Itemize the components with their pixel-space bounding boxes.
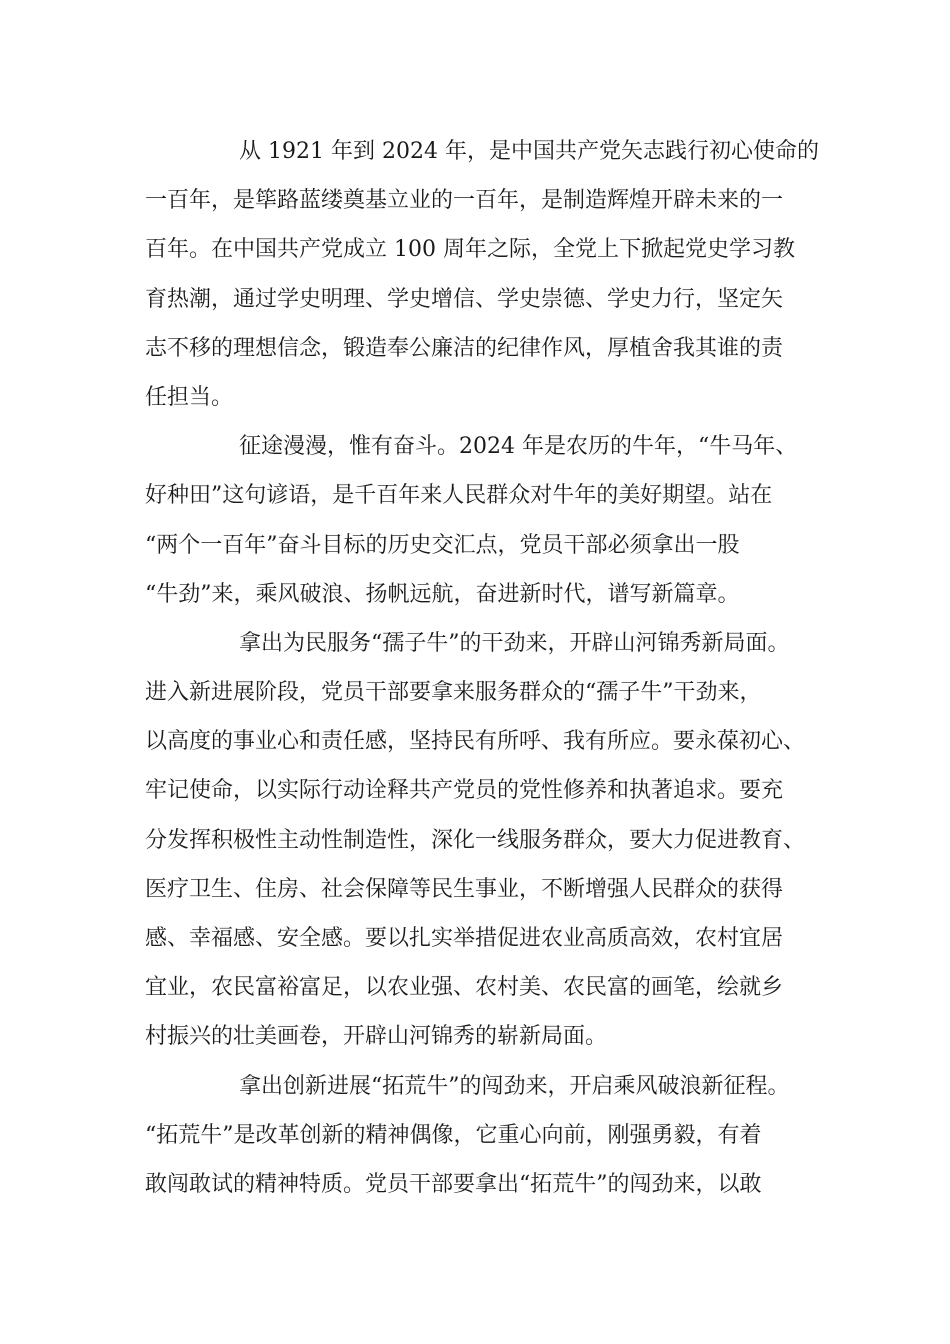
text-line: 从 1921 年到 2024 年，是中国共产党矢志践行初心使命的 xyxy=(239,139,819,164)
text-line: 拿出创新进展“拓荒牛”的闯劲来，开启乘风破浪新征程。 xyxy=(239,1073,790,1099)
text-line: 敢闯敢试的精神特质。党员干部要拿出“拓荒牛”的闯劲来，以敢 xyxy=(145,1171,762,1197)
paragraph xyxy=(145,1068,810,1216)
text-line: 好种田”这句谚语，是千百年来人民群众对牛年的美好期望。站在 xyxy=(145,483,773,509)
paragraph xyxy=(145,428,810,625)
text-line: 志不移的理想信念，锻造奉公廉洁的纪律作风，厚植舍我其谁的责 xyxy=(145,335,784,361)
text-line: 宜业，农民富裕富足，以农业强、农村美、农民富的画笔，绘就乡 xyxy=(145,975,784,1001)
text-line: 育热潮，通过学史明理、学史增信、学史崇德、学史力行，坚定矢 xyxy=(145,286,784,312)
text-line: 拿出为民服务“孺子牛”的干劲来，开辟山河锦秀新局面。 xyxy=(239,630,790,656)
text-line: “两个一百年”奋斗目标的历史交汇点，党员干部必须拿出一股 xyxy=(145,532,740,558)
text-line: “牛劲”来，乘风破浪、扬帆远航，奋进新时代，谱写新篇章。 xyxy=(145,581,740,607)
text-line: 医疗卫生、住房、社会保障等民生事业，不断增强人民群众的获得 xyxy=(145,876,784,902)
text-line: 以高度的事业心和责任感，坚持民有所呼、我有所应。要永葆初心、 xyxy=(145,729,806,755)
text-line: 牢记使命，以实际行动诠释共产党员的党性修养和执著追求。要充 xyxy=(145,778,784,804)
text-line: 进入新进展阶段，党员干部要拿来服务群众的“孺子牛”干劲来， xyxy=(145,680,762,706)
document-body xyxy=(145,133,819,1215)
text-line: 分发挥积极性主动性制造性，深化一线服务群众，要大力促进教育、 xyxy=(145,827,806,853)
text-line: 百年。在中国共产党成立 100 周年之际，全党上下掀起党史学习教 xyxy=(145,237,795,263)
text-line: 一百年，是筚路蓝缕奠基立业的一百年，是制造辉煌开辟未来的一 xyxy=(145,188,784,214)
paragraph xyxy=(145,625,810,1068)
paragraph xyxy=(145,133,819,428)
text-line: 任担当。 xyxy=(145,384,234,410)
text-line: 征途漫漫，惟有奋斗。2024 年是农历的牛年，“牛马年、 xyxy=(239,434,798,460)
text-line: 村振兴的壮美画卷，开辟山河锦秀的崭新局面。 xyxy=(145,1024,608,1050)
text-line: “拓荒牛”是改革创新的精神偶像，它重心向前，刚强勇毅，有着 xyxy=(145,1122,762,1148)
text-line: 感、幸福感、安全感。要以扎实举措促进农业高质高效，农村宜居 xyxy=(145,926,784,951)
